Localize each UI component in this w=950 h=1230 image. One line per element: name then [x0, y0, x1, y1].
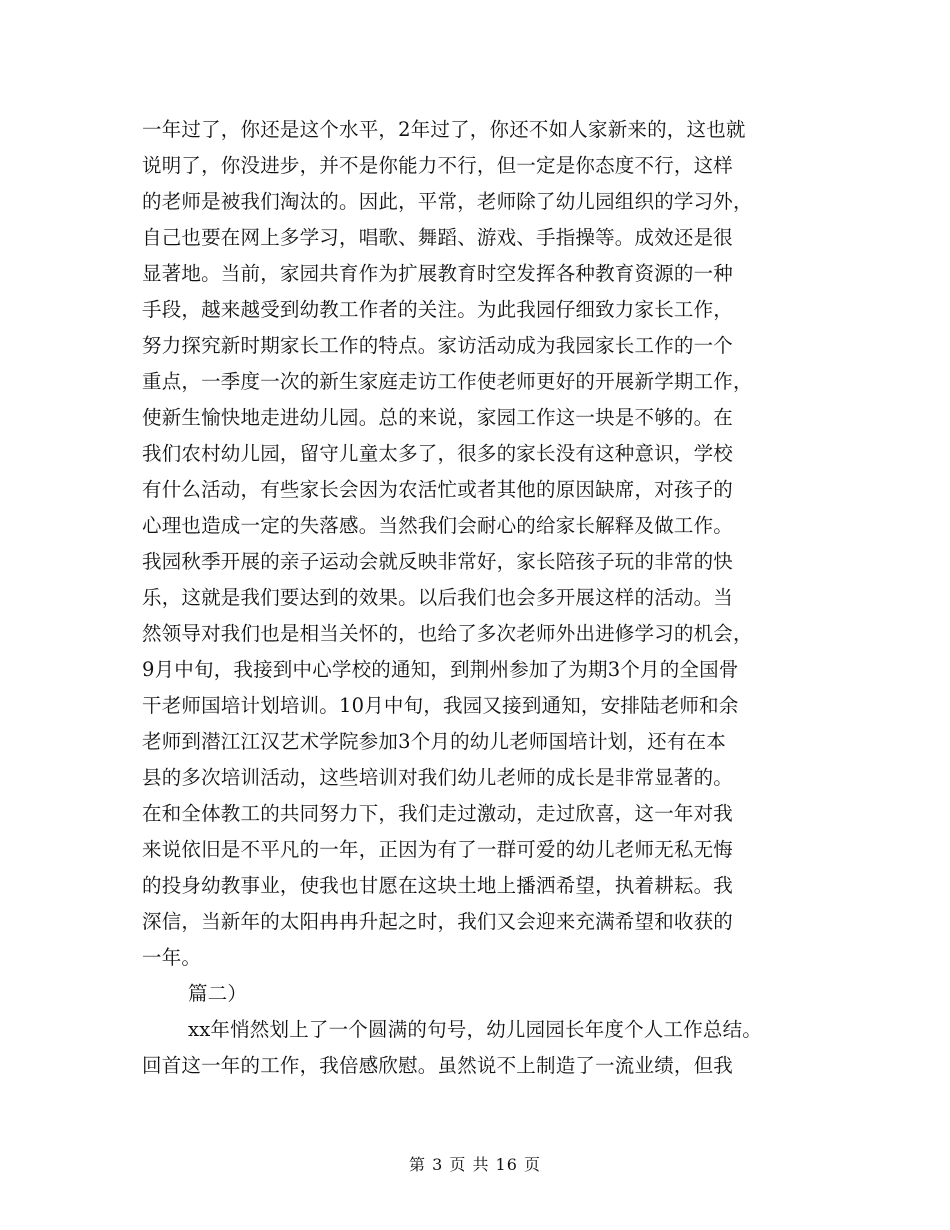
text-line: 心理也造成一定的失落感。当然我们会耐心的给家长解释及做工作。: [142, 514, 734, 537]
text-line: 重点，一季度一次的新生家庭走访工作使老师更好的开展新学期工作，: [142, 370, 753, 393]
text-line: 然领导对我们也是相当关怀的，也给了多次老师外出进修学习的机会，: [142, 622, 753, 645]
text-line: 说明了，你没进步，并不是你能力不行，但一定是你态度不行，这样: [142, 154, 734, 177]
text-line: 县的多次培训活动，这些培训对我们幼儿老师的成长是非常显著的。: [142, 766, 734, 789]
text-line: 干老师国培计划培训。10月中旬，我园又接到通知，安排陆老师和余: [142, 694, 739, 717]
text-line: 篇二）: [188, 982, 248, 1005]
text-line: xx年悄然划上了一个圆满的句号，幼儿园园长年度个人工作总结。: [188, 1018, 762, 1041]
text-line: 乐，这就是我们要达到的效果。以后我们也会多开展这样的活动。当: [142, 586, 734, 609]
text-line: 来说依旧是不平凡的一年，正因为有了一群可爱的幼儿老师无私无悔: [142, 838, 734, 861]
text-line: 努力探究新时期家长工作的特点。家访活动成为我园家长工作的一个: [142, 334, 734, 357]
text-line: 手段，越来越受到幼教工作者的关注。为此我园仔细致力家长工作，: [142, 298, 734, 321]
text-line: 我们农村幼儿园，留守儿童太多了，很多的家长没有这种意识，学校: [142, 442, 734, 465]
text-line: 显著地。当前，家园共育作为扩展教育时空发挥各种教育资源的一种: [142, 262, 734, 285]
text-line: 回首这一年的工作，我倍感欣慰。虽然说不上制造了一流业绩，但我: [142, 1054, 734, 1077]
text-line: 的老师是被我们淘汰的。因此，平常，老师除了幼儿园组织的学习外，: [142, 190, 753, 213]
text-line: 我园秋季开展的亲子运动会就反映非常好，家长陪孩子玩的非常的快: [142, 550, 734, 573]
text-line: 在和全体教工的共同努力下，我们走过激动，走过欣喜，这一年对我: [142, 802, 734, 825]
body-text: [142, 112, 822, 1084]
text-line: 老师到潜江江汉艺术学院参加3个月的幼儿老师国培计划，还有在本: [142, 730, 726, 753]
text-line: 一年过了，你还是这个水平，2年过了，你还不如人家新来的，这也就: [142, 118, 746, 141]
text-line: 有什么活动，有些家长会因为农活忙或者其他的原因缺席，对孩子的: [142, 478, 734, 501]
text-line: 自己也要在网上多学习，唱歌、舞蹈、游戏、手指操等。成效还是很: [142, 226, 734, 249]
text-line: 的投身幼教事业，使我也甘愿在这块土地上播洒希望，执着耕耘。我: [142, 874, 734, 897]
text-line: 使新生愉快地走进幼儿园。总的来说，家园工作这一块是不够的。在: [142, 406, 734, 429]
text-line: 深信，当新年的太阳冉冉升起之时，我们又会迎来充满希望和收获的: [142, 910, 734, 933]
text-line: 9月中旬，我接到中心学校的通知，到荆州参加了为期3个月的全国骨: [142, 658, 739, 681]
page-footer: 第 3 页 共 16 页: [409, 1155, 541, 1174]
text-line: 一年。: [142, 946, 202, 969]
